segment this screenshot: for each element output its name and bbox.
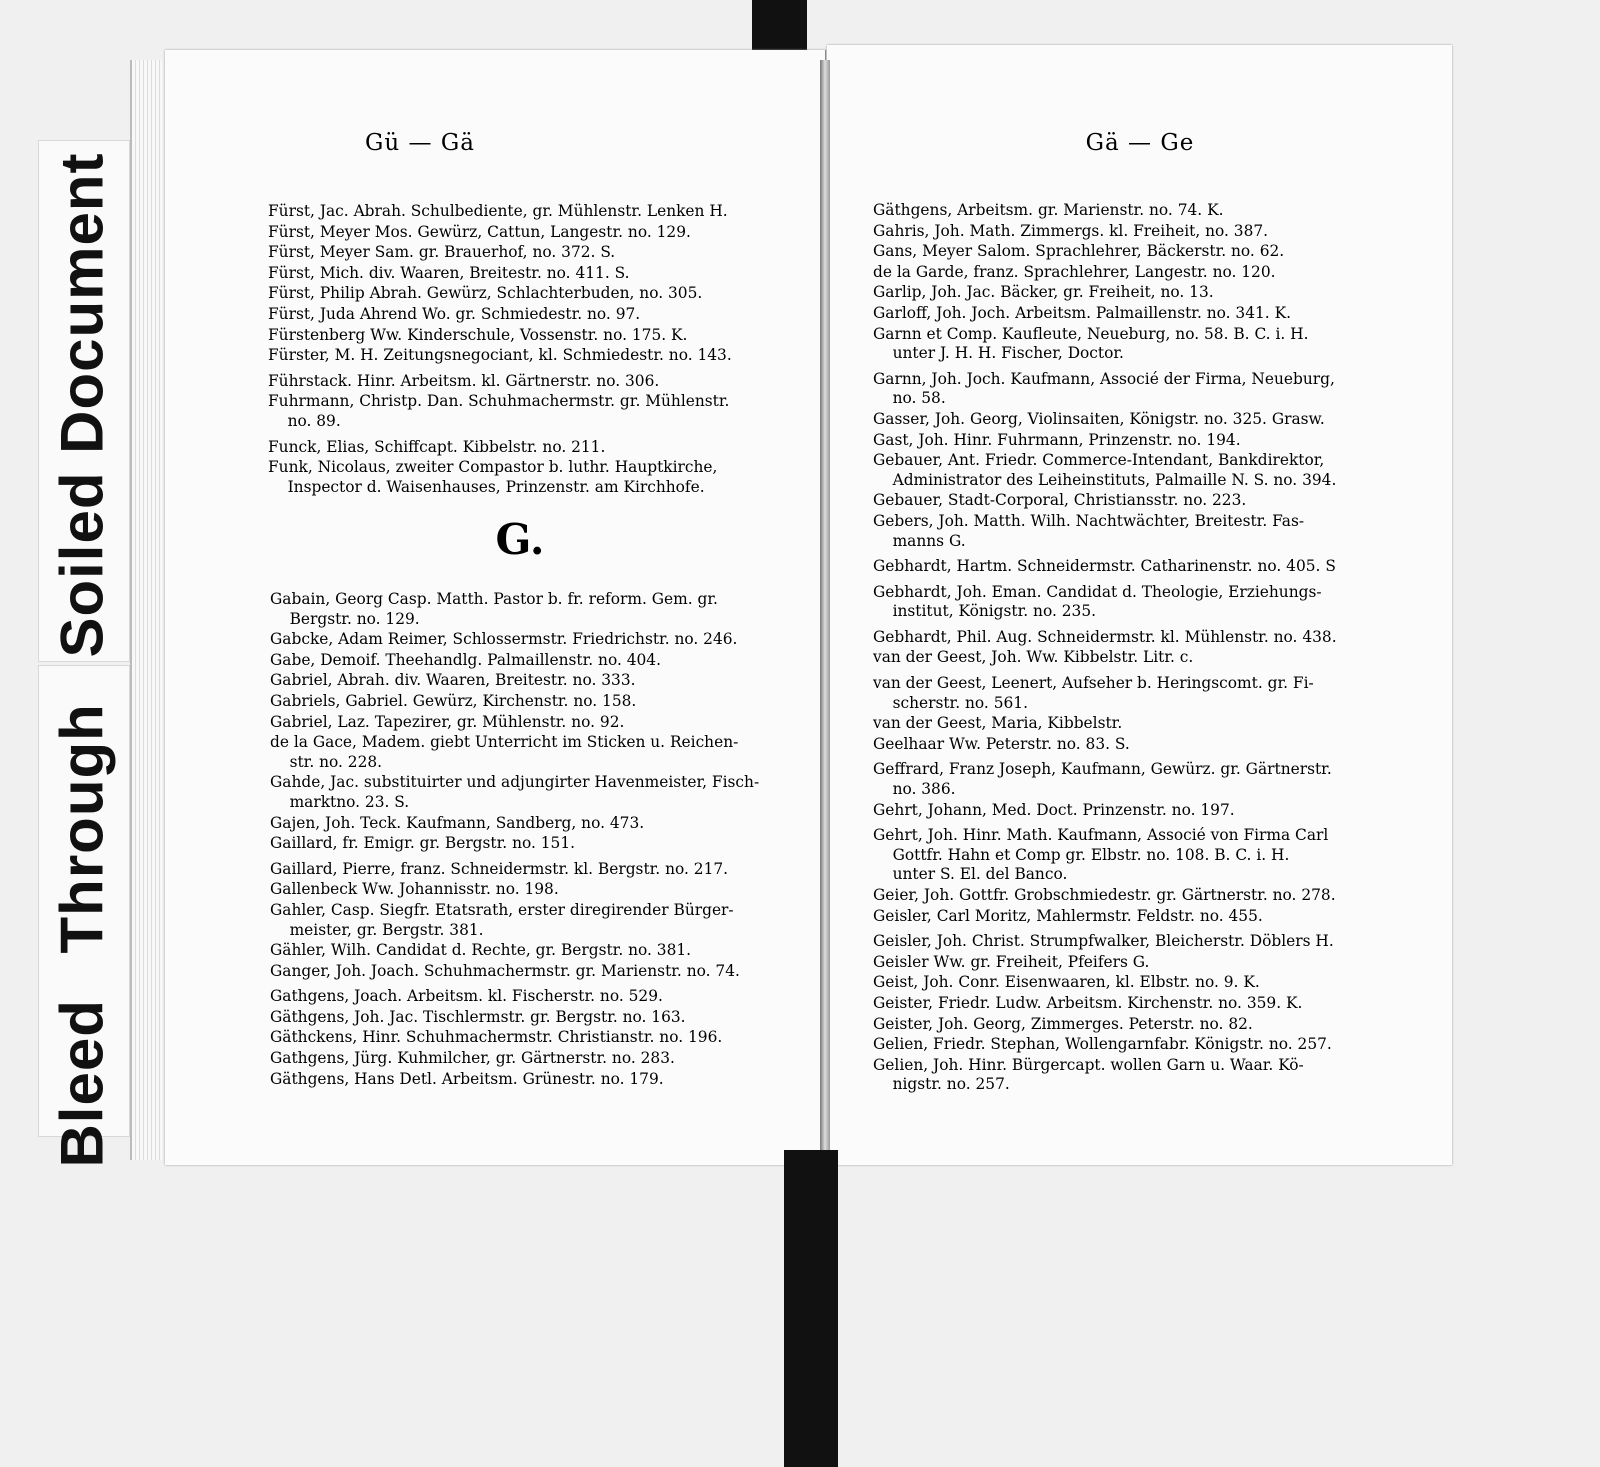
directory-entry: Gelien, Friedr. Stephan, Wollengarnfabr. Königstr. no. 257. [873, 1035, 1332, 1054]
book-page-edges [130, 60, 162, 1160]
directory-entry: Gäthgens, Hans Detl. Arbeitsm. Grünestr. no. 179. [270, 1069, 664, 1088]
directory-entry: Geisler, Carl Moritz, Mahlermstr. Feldstr. no. 455. [873, 906, 1263, 925]
directory-entry: Geisler Ww. gr. Freiheit, Pfeifers G. [873, 952, 1150, 971]
directory-entry: Gast, Joh. Hinr. Fuhrmann, Prinzenstr. no. 194. [873, 430, 1241, 449]
condition-label [48, 138, 117, 1181]
directory-entry: Fürstenberg Ww. Kinderschule, Vossenstr. no. 175. K. [268, 325, 688, 344]
directory-entry: Gehrt, Joh. Hinr. Math. Kaufmann, Associé von Firma Carl Gottfr. Hahn et Comp gr. Elbstr. no. 108. B. C. i. H. unter S. El. del Banco. [873, 826, 1329, 884]
directory-entry: Gabe, Demoif. Theehandlg. Palmaillenstr. no. 404. [270, 650, 661, 669]
directory-entry: Gabain, Georg Casp. Matth. Pastor b. fr. reform. Gem. gr. Bergstr. no. 129. [270, 590, 718, 628]
directory-entry: Gabriel, Laz. Tapezirer, gr. Mühlenstr. no. 92. [270, 712, 625, 731]
directory-entry: van der Geest, Leenert, Aufseher b. Heringscomt. gr. Fi- scherstr. no. 561. [873, 674, 1314, 712]
directory-entry: van der Geest, Maria, Kibbelstr. [873, 714, 1123, 733]
directory-entry: van der Geest, Joh. Ww. Kibbelstr. Litr. c. [873, 648, 1194, 667]
directory-entry: Geisler, Joh. Christ. Strumpfwalker, Bleicherstr. Döblers H. [873, 932, 1334, 951]
directory-entry: Gahris, Joh. Math. Zimmergs. kl. Freiheit, no. 387. [873, 221, 1269, 240]
directory-entry: Funck, Elias, Schiffcapt. Kibbelstr. no. 211. [268, 437, 606, 456]
directory-entry: Gans, Meyer Salom. Sprachlehrer, Bäckerstr. no. 62. [873, 242, 1285, 261]
condition-word-bleed: Bleed [48, 999, 116, 1168]
book-spine [820, 60, 830, 1165]
directory-entry: Gahler, Casp. Siegfr. Etatsrath, erster diregirender Bürger- meister, gr. Bergstr. 381. [270, 900, 734, 939]
directory-entry: Führstack. Hinr. Arbeitsm. kl. Gärtnerstr. no. 306. [268, 371, 660, 390]
directory-entry: Garnn, Joh. Joch. Kaufmann, Associé der Firma, Neueburg, no. 58. [873, 369, 1335, 408]
left-page-header: Gü — Gä [365, 130, 475, 156]
directory-entry: Ganger, Joh. Joach. Schuhmachermstr. gr. Marienstr. no. 74. [270, 961, 740, 980]
directory-entry: Gebauer, Stadt-Corporal, Christiansstr. no. 223. [873, 491, 1247, 510]
directory-entry: Fürst, Meyer Sam. gr. Brauerhof, no. 372. S. [268, 243, 616, 262]
directory-entry: Fürst, Meyer Mos. Gewürz, Cattun, Langestr. no. 129. [268, 222, 691, 241]
directory-entry: Gäthgens, Joh. Jac. Tischlermstr. gr. Bergstr. no. 163. [270, 1007, 686, 1026]
directory-entry: Fürst, Jac. Abrah. Schulbediente, gr. Mühlenstr. Lenken H. [268, 202, 728, 220]
directory-entry: Gaillard, fr. Emigr. gr. Bergstr. no. 151. [270, 834, 576, 853]
directory-entry: Fürst, Juda Ahrend Wo. gr. Schmiedestr. no. 97. [268, 304, 641, 323]
left-entries-top [268, 202, 778, 498]
directory-entry: Fuhrmann, Christp. Dan. Schuhmachermstr. gr. Mühlenstr. no. 89. [268, 392, 730, 430]
directory-entry: Geffrard, Franz Joseph, Kaufmann, Gewürz. gr. Gärtnerstr. no. 386. [873, 760, 1332, 799]
directory-entry: Gajen, Joh. Teck. Kaufmann, Sandberg, no. 473. [270, 813, 645, 832]
directory-entry: Gabriels, Gabriel. Gewürz, Kirchenstr. no. 158. [270, 691, 637, 710]
directory-entry: Gebhardt, Phil. Aug. Schneidermstr. kl. Mühlenstr. no. 438. [873, 627, 1337, 646]
directory-entry: Gehrt, Johann, Med. Doct. Prinzenstr. no. 197. [873, 800, 1235, 819]
directory-entry: Gaillard, Pierre, franz. Schneidermstr. kl. Bergstr. no. 217. [270, 859, 729, 878]
right-page-header: Gä — Ge [1085, 130, 1195, 156]
directory-entry: Gebers, Joh. Matth. Wilh. Nachtwächter, Breitestr. Fas- manns G. [873, 511, 1305, 550]
directory-entry: Gabcke, Adam Reimer, Schlossermstr. Friedrichstr. no. 246. [270, 630, 738, 649]
condition-word-through: Through [48, 703, 116, 954]
directory-entry: Gallenbeck Ww. Johannisstr. no. 198. [270, 880, 559, 899]
directory-entry: Gebhardt, Hartm. Schneidermstr. Catharinenstr. no. 405. S [873, 557, 1336, 576]
directory-entry: de la Gace, Madem. giebt Unterricht im Sticken u. Reichen- str. no. 228. [270, 733, 739, 771]
directory-entry: Geist, Joh. Conr. Eisenwaaren, kl. Elbstr. no. 9. K. [873, 973, 1260, 992]
directory-entry: Funk, Nicolaus, zweiter Compastor b. luthr. Hauptkirche, Inspector d. Waisenhauses, Prinzenstr. am Kirchhofe. [268, 458, 718, 496]
right-entries [873, 201, 1391, 1096]
directory-entry: Fürst, Philip Abrah. Gewürz, Schlachterbuden, no. 305. [268, 284, 703, 303]
directory-entry: de la Garde, franz. Sprachlehrer, Langestr. no. 120. [873, 262, 1276, 281]
directory-entry: Garnn et Comp. Kaufleute, Neueburg, no. 58. B. C. i. H. unter J. H. H. Fischer, Doctor. [873, 324, 1309, 363]
directory-entry: Gäthckens, Hinr. Schuhmachermstr. Christianstr. no. 196. [270, 1028, 723, 1047]
left-entries-bottom [270, 590, 780, 1090]
directory-entry: Geier, Joh. Gottfr. Grobschmiedestr. gr. Gärtnerstr. no. 278. [873, 886, 1336, 904]
section-letter: G. [495, 515, 545, 564]
directory-entry: Geelhaar Ww. Peterstr. no. 83. S. [873, 734, 1130, 753]
directory-entry: Gäthgens, Arbeitsm. gr. Marienstr. no. 74. K. [873, 201, 1224, 219]
directory-entry: Gähler, Wilh. Candidat d. Rechte, gr. Bergstr. no. 381. [270, 941, 692, 960]
directory-entry: Garloff, Joh. Joch. Arbeitsm. Palmaillenstr. no. 341. K. [873, 303, 1291, 322]
directory-entry: Gebhardt, Joh. Eman. Candidat d. Theologie, Erziehungs- institut, Königstr. no. 235. [873, 582, 1322, 621]
directory-entry: Fürster, M. H. Zeitungsnegociant, kl. Schmiedestr. no. 143. [268, 346, 732, 365]
directory-entry: Gathgens, Joach. Arbeitsm. kl. Fischerstr. no. 529. [270, 987, 663, 1006]
bookmark-ribbon-bottom [784, 1150, 838, 1467]
directory-entry: Gabriel, Abrah. div. Waaren, Breitestr. no. 333. [270, 671, 636, 690]
directory-entry: Gathgens, Jürg. Kuhmilcher, gr. Gärtnerstr. no. 283. [270, 1049, 675, 1068]
directory-entry: Gelien, Joh. Hinr. Bürgercapt. wollen Garn u. Waar. Kö- nigstr. no. 257. [873, 1055, 1304, 1094]
directory-entry: Geister, Friedr. Ludw. Arbeitsm. Kirchenstr. no. 359. K. [873, 993, 1303, 1012]
condition-word-soiled-document: Soiled Document [48, 152, 116, 658]
directory-entry: Geister, Joh. Georg, Zimmerges. Peterstr. no. 82. [873, 1014, 1253, 1033]
directory-entry: Gebauer, Ant. Friedr. Commerce-Intendant, Bankdirektor, Administrator des Leiheinstituts, Palmaille N. S. no. 394. [873, 451, 1337, 489]
directory-entry: Fürst, Mich. div. Waaren, Breitestr. no. 411. S. [268, 263, 630, 282]
directory-entry: Garlip, Joh. Jac. Bäcker, gr. Freiheit, no. 13. [873, 283, 1214, 302]
directory-entry: Gahde, Jac. substituirter und adjungirter Havenmeister, Fisch- marktno. 23. S. [270, 773, 760, 811]
directory-entry: Gasser, Joh. Georg, Violinsaiten, Königstr. no. 325. Grasw. [873, 409, 1325, 428]
